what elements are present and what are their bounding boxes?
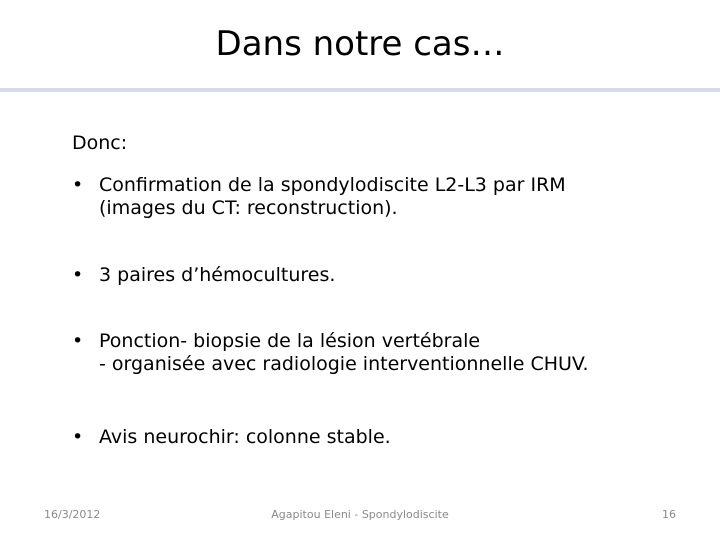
intro-text: Donc: — [72, 132, 128, 154]
slide-title: Dans notre cas… — [215, 24, 505, 64]
bullet-line: Ponction- biopsie de la lésion vertébrale — [99, 330, 481, 352]
bullet-item-4 — [72, 426, 692, 449]
bullet-line: (images du CT: reconstruction). — [99, 197, 398, 219]
bullet-line: Avis neurochir: colonne stable. — [99, 426, 391, 448]
page-number: 16 — [662, 508, 676, 521]
bullet-line: 3 paires d’hémocultures. — [99, 264, 336, 286]
bullet-item-3 — [72, 330, 692, 376]
bullet-icon: • — [72, 330, 84, 352]
bullet-line: - organisée avec radiologie interventionnelle CHUV. — [99, 353, 589, 375]
bullet-icon: • — [72, 264, 84, 286]
bullet-icon: • — [72, 426, 84, 448]
bullet-item-2 — [72, 264, 692, 287]
bullet-line: Confirmation de la spondylodiscite L2-L3 par IRM — [99, 174, 566, 196]
bullet-item-1 — [72, 174, 692, 220]
bullet-icon: • — [72, 174, 84, 196]
footer-author: Agapitou Eleni - Spondylodiscite — [271, 508, 449, 521]
footer-date: 16/3/2012 — [44, 508, 101, 521]
title-divider — [0, 88, 720, 92]
